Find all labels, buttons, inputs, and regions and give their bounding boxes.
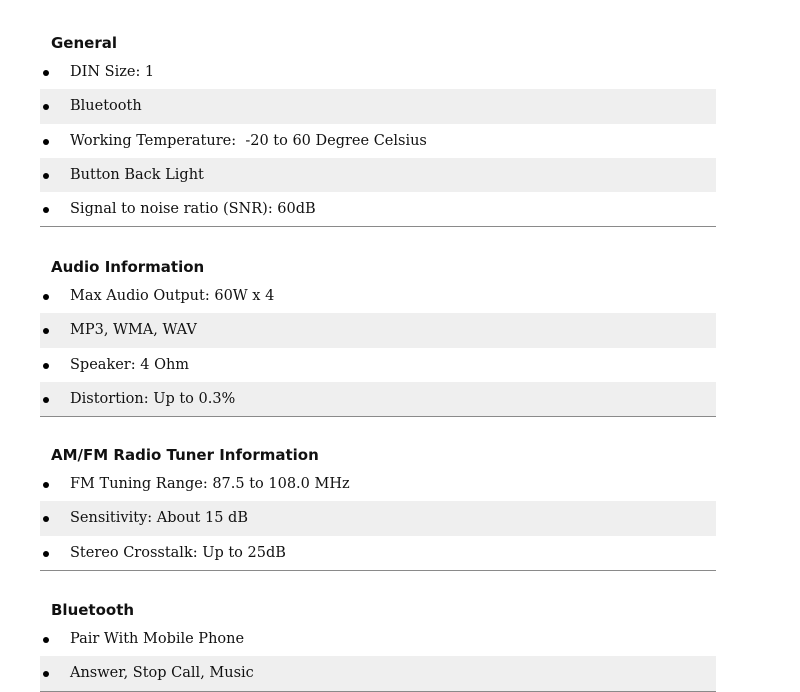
- section-title: Audio Information: [51, 258, 205, 276]
- spec-text: Pair With Mobile Phone: [70, 631, 245, 648]
- spec-list: [40, 55, 716, 226]
- spec-text: Speaker: 4 Ohm: [70, 356, 190, 373]
- spec-text: Distortion: Up to 0.3%: [70, 391, 236, 408]
- spec-list: [40, 622, 716, 691]
- spec-list: [40, 467, 716, 570]
- spec-text: Working Temperature: -20 to 60 Degree Celsius: [70, 132, 427, 149]
- bullet-icon: [43, 397, 49, 403]
- spec-text: Sensitivity: About 15 dB: [70, 510, 248, 527]
- bullet-icon: [43, 482, 49, 488]
- list-item: [40, 382, 716, 416]
- section-divider: [40, 226, 716, 227]
- section-divider: [40, 416, 716, 417]
- list-item: [40, 55, 716, 89]
- section-audio-information: [40, 255, 716, 417]
- spec-text: Max Audio Output: 60W x 4: [70, 288, 275, 305]
- list-item: [40, 124, 716, 158]
- bullet-icon: [43, 70, 49, 76]
- bullet-icon: [43, 207, 49, 213]
- bullet-icon: [43, 104, 49, 110]
- list-item: [40, 536, 716, 570]
- bullet-icon: [43, 671, 49, 677]
- spec-text: MP3, WMA, WAV: [70, 322, 197, 339]
- list-item: [40, 192, 716, 226]
- bullet-icon: [43, 294, 49, 300]
- bullet-icon: [43, 139, 49, 145]
- spec-text: Answer, Stop Call, Music: [70, 665, 254, 682]
- bullet-icon: [43, 363, 49, 369]
- bullet-icon: [43, 551, 49, 557]
- list-item: [40, 89, 716, 123]
- spec-text: Stereo Crosstalk: Up to 25dB: [70, 544, 286, 561]
- list-item: [40, 313, 716, 347]
- list-item: [40, 348, 716, 382]
- section-title: Bluetooth: [51, 601, 135, 619]
- section-title: AM/FM Radio Tuner Information: [51, 446, 319, 464]
- spec-text: DIN Size: 1: [70, 64, 155, 81]
- list-item: [40, 501, 716, 535]
- list-item: [40, 158, 716, 192]
- list-item: [40, 467, 716, 501]
- spec-text: Signal to noise ratio (SNR): 60dB: [70, 201, 316, 218]
- section-am-fm-radio-tuner: [40, 443, 716, 571]
- bullet-icon: [43, 516, 49, 522]
- section-divider: [40, 691, 716, 692]
- list-item: [40, 656, 716, 690]
- spec-text: FM Tuning Range: 87.5 to 108.0 MHz: [70, 476, 350, 493]
- list-item: [40, 279, 716, 313]
- list-item: [40, 622, 716, 656]
- section-bluetooth: [40, 598, 716, 692]
- spec-list: [40, 279, 716, 416]
- spec-text: Button Back Light: [70, 167, 204, 184]
- section-title: General: [51, 34, 117, 52]
- bullet-icon: [43, 328, 49, 334]
- bullet-icon: [43, 173, 49, 179]
- spec-text: Bluetooth: [70, 98, 142, 115]
- section-general: [40, 31, 716, 227]
- section-divider: [40, 570, 716, 571]
- bullet-icon: [43, 637, 49, 643]
